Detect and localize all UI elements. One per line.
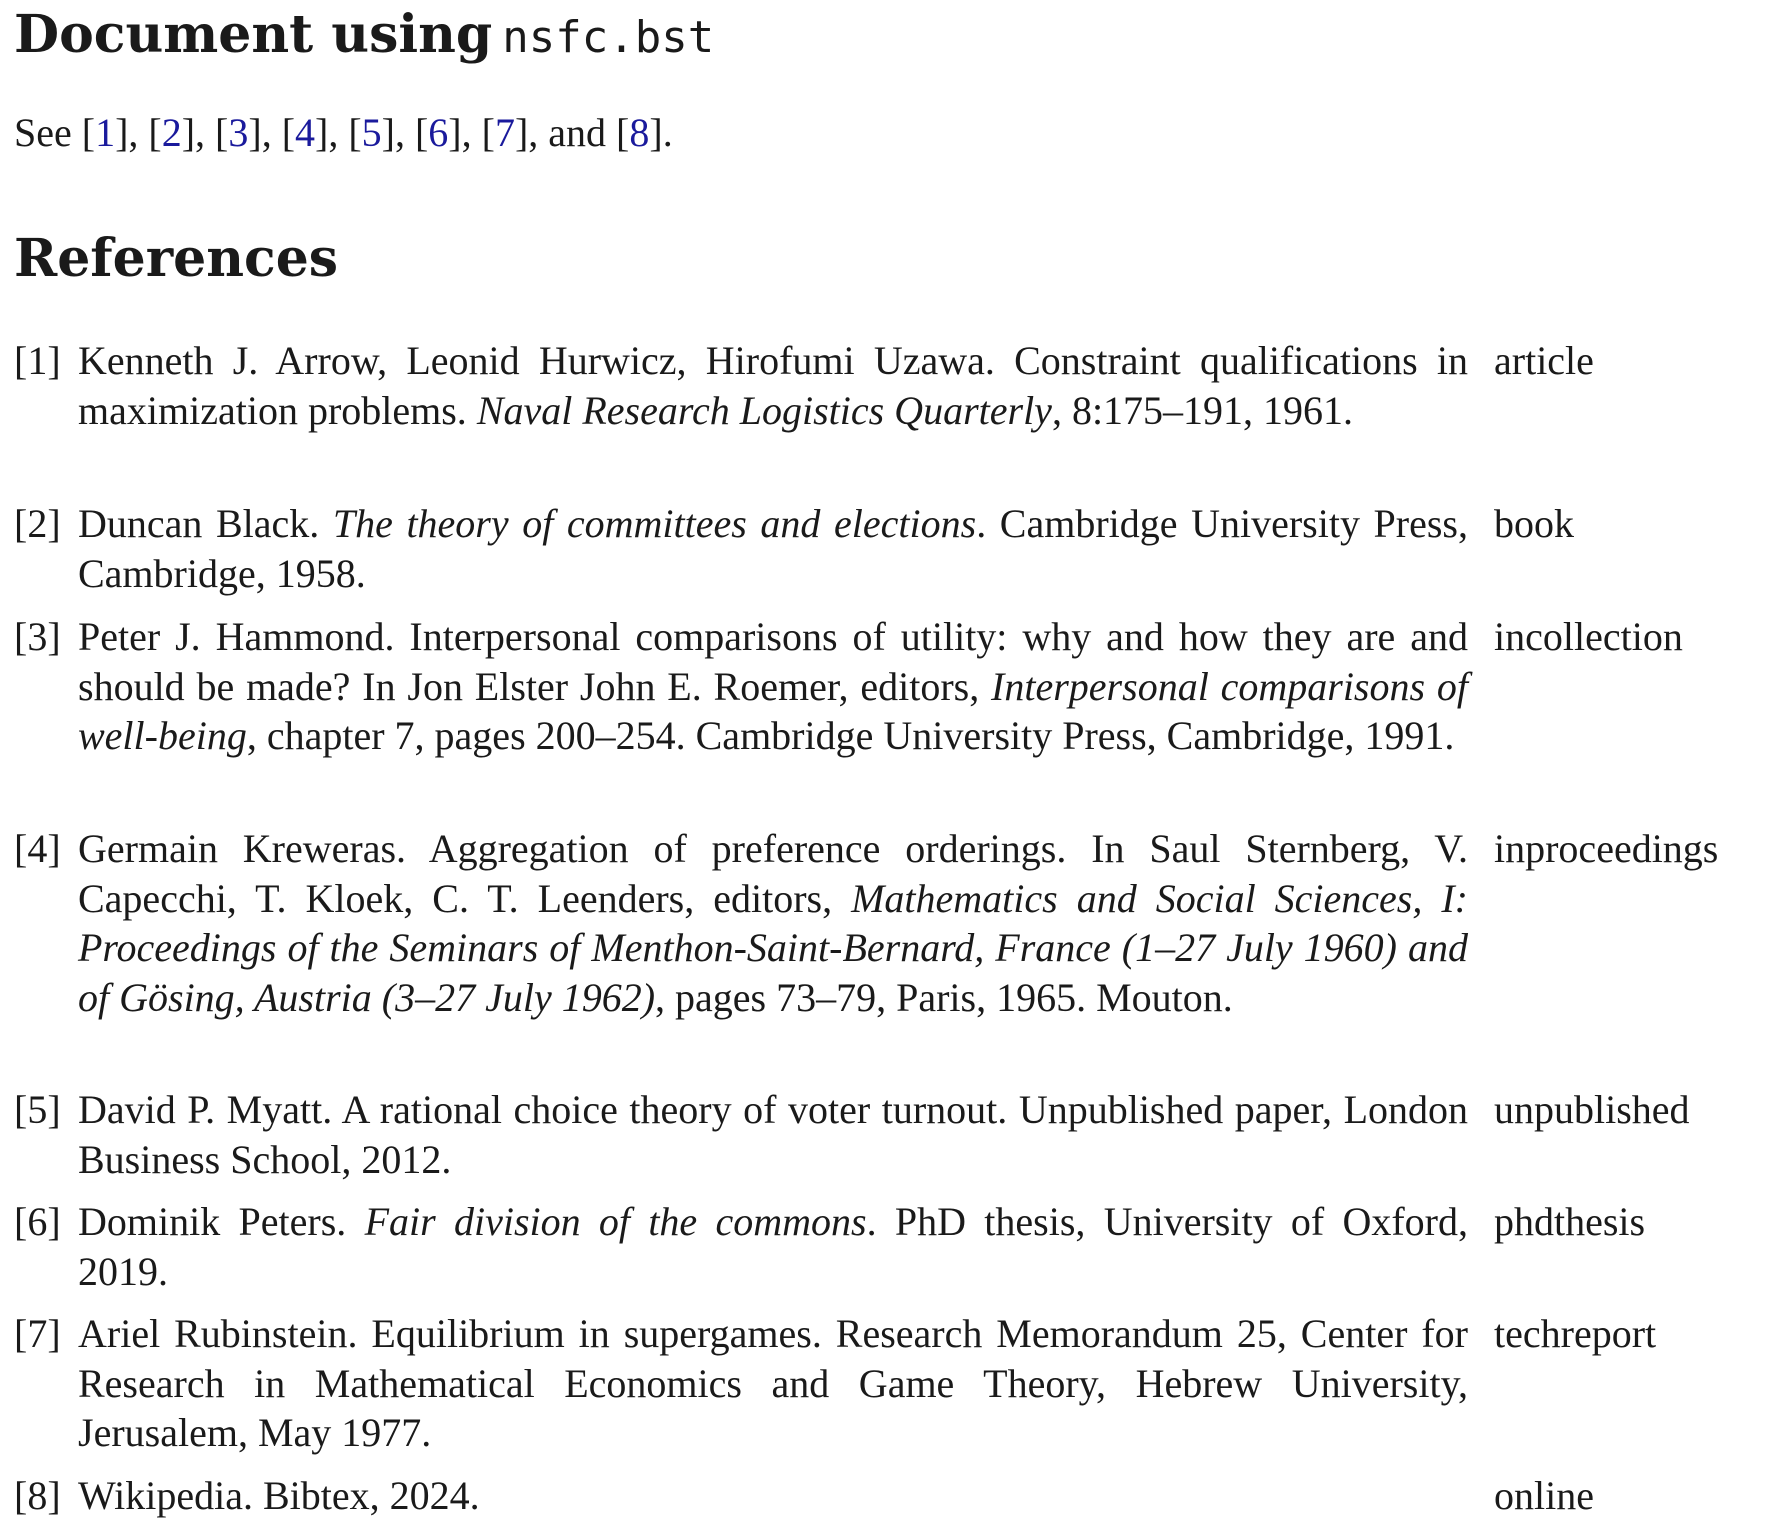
reference-text xyxy=(78,1197,1468,1296)
reference-text-run: Duncan Black. xyxy=(78,501,333,546)
reference-text-run: . Cambridge University Press, Cambridge, 1958. xyxy=(78,501,1468,596)
reference-number: [4] xyxy=(14,826,61,871)
citation-link-5[interactable]: 5 xyxy=(361,110,382,155)
reference-text-run: , chapter 7, pages 200–254. Cambridge University Press, Cambridge, 1991. xyxy=(246,713,1455,758)
reference-text xyxy=(78,824,1468,1022)
reference-text-run: Dominik Peters. xyxy=(78,1199,365,1244)
reference-text-run: David P. Myatt. A rational choice theory of voter turnout. Unpublished paper, London Business School, 2012. xyxy=(78,1087,1468,1182)
reference-title-italic: Naval Research Logistics Quarterly xyxy=(476,387,1052,433)
document-title xyxy=(14,2,714,71)
reference-text xyxy=(78,1085,1468,1184)
document-title-text: Document using xyxy=(14,4,493,65)
reference-text xyxy=(78,1471,1468,1521)
intro-prefix: See xyxy=(14,110,82,155)
reference-type: incollection xyxy=(1494,614,1683,659)
reference-title-italic: Fair division of the commons xyxy=(364,1199,867,1244)
reference-number: [1] xyxy=(14,338,61,383)
reference-type: book xyxy=(1494,501,1574,546)
reference-type: article xyxy=(1494,338,1594,383)
references-heading: References xyxy=(14,228,339,289)
reference-text-run: Wikipedia. Bibtex, 2024. xyxy=(78,1473,480,1518)
reference-text-run: Peter J. Hammond. Interpersonal comparisons of utility: why and how they are and should be made? In Jon Elster John E. Roemer, editors, xyxy=(78,614,1468,709)
reference-type: techreport xyxy=(1494,1311,1657,1356)
intro-end: . xyxy=(662,110,673,155)
reference-number: [2] xyxy=(14,501,61,546)
intro-and: and xyxy=(548,110,607,155)
reference-text xyxy=(78,336,1468,435)
reference-text-run: Ariel Rubinstein. Equilibrium in supergames. Research Memorandum 25, Center for Research in Mathematical Economics and Game Theory, Hebrew University, Jerusalem, May 1977. xyxy=(78,1311,1468,1455)
citation-link-3[interactable]: 3 xyxy=(228,110,249,155)
citation-link-7[interactable]: 7 xyxy=(494,110,515,155)
reference-title-italic: Interpersonal comparisons of well-being xyxy=(78,663,1468,758)
reference-text-run: Germain Kreweras. Aggregation of preference orderings. In Saul Sternberg, V. Capecchi, T. Kloek, C. T. Leenders, editors, xyxy=(78,826,1468,921)
reference-number: [7] xyxy=(14,1311,61,1356)
reference-text xyxy=(78,1309,1468,1458)
citation-link-2[interactable]: 2 xyxy=(161,110,182,155)
reference-type: phdthesis xyxy=(1494,1199,1646,1244)
reference-type: unpublished xyxy=(1494,1087,1690,1132)
reference-number: [6] xyxy=(14,1199,61,1244)
intro-paragraph: See [1], [2], [3], [4], [5], [6], [7], and [8]. xyxy=(14,110,673,155)
reference-title-italic: Mathematics and Social Sciences, I: Proceedings of the Seminars of Menthon-Saint-Bernard, France (1–27 July 1960) and of Gösing, Austria (3–27 July 1962) xyxy=(78,875,1469,1020)
document-title-code: nsfc.bst xyxy=(502,12,715,63)
citation-link-1[interactable]: 1 xyxy=(95,110,116,155)
reference-title-italic: The theory of committees and elections xyxy=(332,501,977,546)
citation-link-8[interactable]: 8 xyxy=(629,110,650,155)
reference-text-run: Kenneth J. Arrow, Leonid Hurwicz, Hirofumi Uzawa. Constraint qualifications in maximization problems. xyxy=(78,338,1468,433)
reference-text-run: . PhD thesis, University of Oxford, 2019. xyxy=(78,1199,1468,1294)
reference-number: [5] xyxy=(14,1087,61,1132)
reference-number: [8] xyxy=(14,1473,61,1518)
reference-number: [3] xyxy=(14,614,61,659)
citation-link-4[interactable]: 4 xyxy=(295,110,316,155)
reference-text-run: , pages 73–79, Paris, 1965. Mouton. xyxy=(655,974,1233,1020)
reference-type: inproceedings xyxy=(1494,826,1719,871)
reference-text-run: , 8:175–191, 1961. xyxy=(1051,387,1354,433)
reference-text xyxy=(78,612,1468,761)
citation-link-6[interactable]: 6 xyxy=(428,110,449,155)
reference-type: online xyxy=(1494,1473,1594,1518)
reference-text xyxy=(78,499,1468,598)
